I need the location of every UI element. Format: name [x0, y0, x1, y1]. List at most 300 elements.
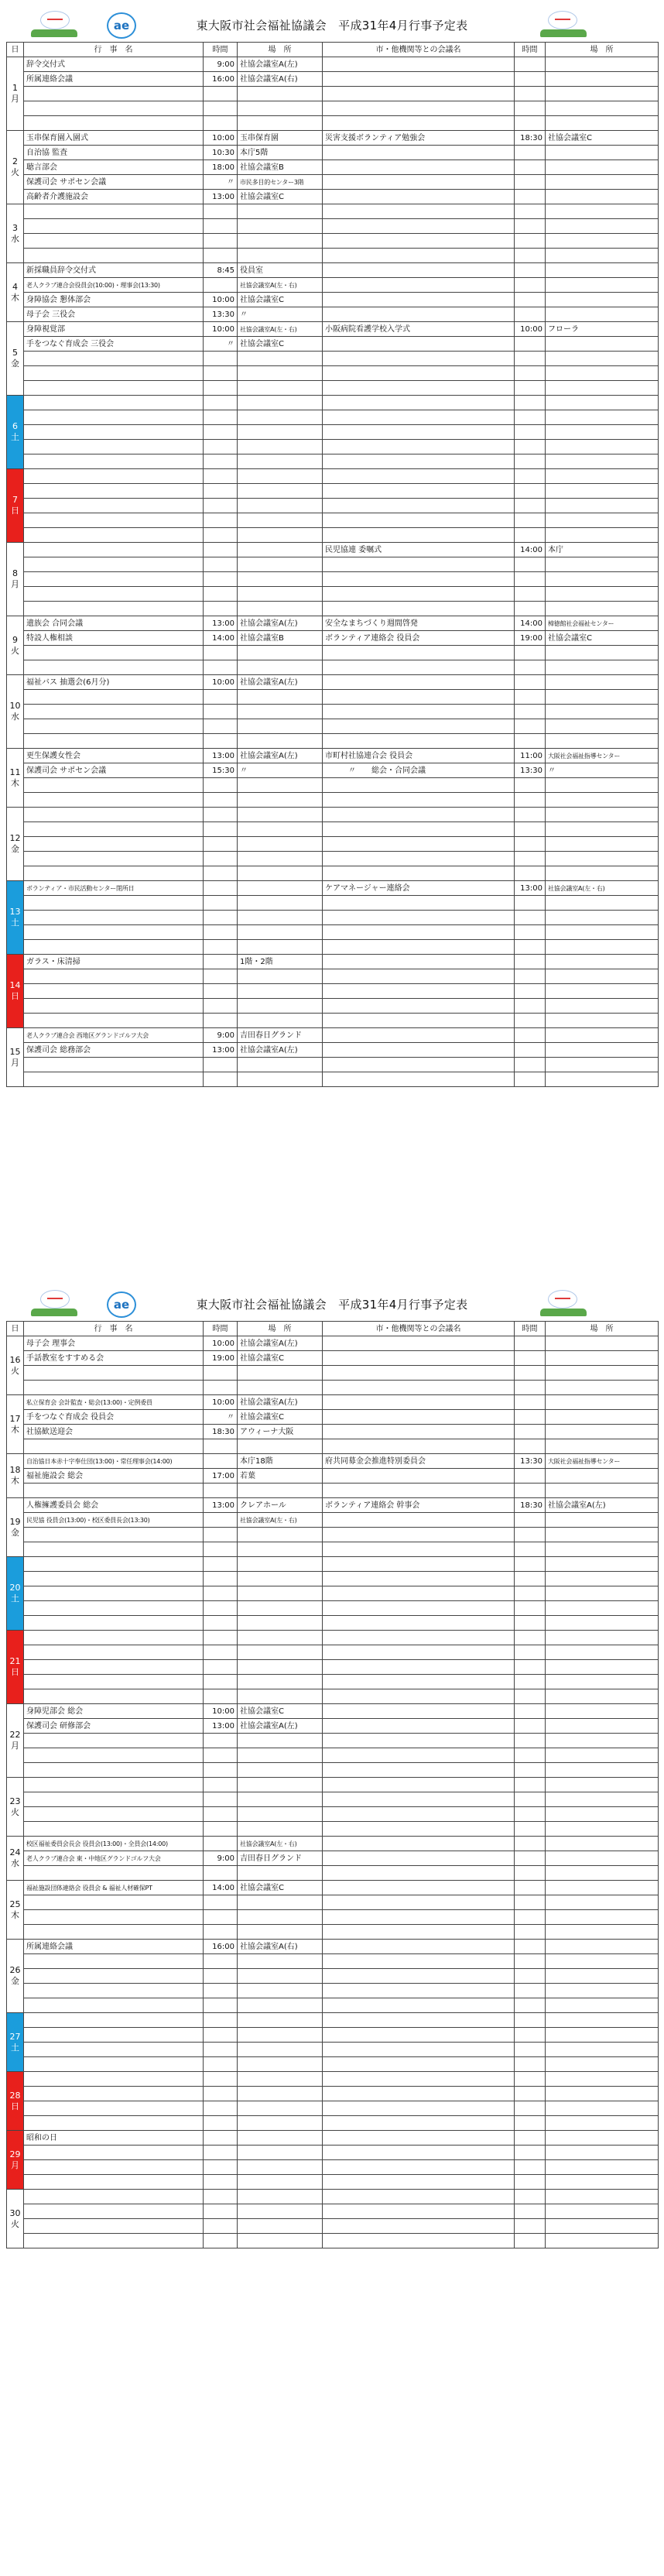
external-meeting-place	[546, 2072, 659, 2087]
event-place: 役員室	[238, 263, 323, 278]
external-meeting-place	[546, 160, 659, 175]
table-row	[7, 1954, 659, 1969]
event-name	[24, 2087, 204, 2101]
day-cell	[7, 1336, 24, 1395]
event-place	[238, 2057, 323, 2072]
external-meeting-name	[323, 293, 515, 307]
external-meeting-place	[546, 1351, 659, 1366]
external-meeting-place	[546, 1028, 659, 1043]
external-meeting-name	[323, 484, 515, 499]
day-cell	[7, 1498, 24, 1557]
external-meeting-place	[546, 1043, 659, 1058]
event-place	[238, 440, 323, 454]
event-name: 保護司会 総務部会	[24, 1043, 204, 1058]
external-meeting-place	[546, 778, 659, 793]
day-cell	[7, 955, 24, 1028]
external-meeting-name	[323, 675, 515, 690]
external-meeting-time	[515, 587, 546, 602]
event-name: 更生保護女性会	[24, 749, 204, 763]
event-time	[204, 1689, 238, 1704]
table-row	[7, 234, 659, 249]
event-name	[24, 1792, 204, 1807]
table-row	[7, 1484, 659, 1498]
table-row	[7, 381, 659, 396]
day-of-week: 火	[11, 645, 19, 656]
event-time	[204, 1381, 238, 1395]
external-meeting-time	[515, 1763, 546, 1778]
event-name	[24, 1660, 204, 1675]
external-meeting-time	[515, 2013, 546, 2028]
external-meeting-name	[323, 660, 515, 675]
day-of-week: 土	[11, 1593, 19, 1604]
external-meeting-place	[546, 2057, 659, 2072]
external-meeting-place	[546, 1763, 659, 1778]
event-name	[24, 999, 204, 1014]
external-meeting-time	[515, 528, 546, 543]
day-number: 20	[9, 1583, 21, 1593]
external-meeting-place	[546, 1645, 659, 1660]
external-meeting-time	[515, 1410, 546, 1425]
event-time	[204, 1366, 238, 1381]
event-place: 社協会議室A(左)	[238, 616, 323, 631]
event-name: 新採職員辞令交付式	[24, 263, 204, 278]
event-name: 校区福祉委員会長会 役員会(13:00)・全員会(14:00)	[24, 1837, 204, 1851]
table-row	[7, 1014, 659, 1028]
table-row	[7, 219, 659, 234]
event-name: 自治協日本赤十字奉仕団(13:00)・常任理事会(14:00)	[24, 1454, 204, 1469]
event-time	[204, 969, 238, 984]
table-row	[7, 2234, 659, 2248]
external-meeting-time	[515, 440, 546, 454]
external-meeting-time	[515, 263, 546, 278]
external-meeting-time	[515, 705, 546, 719]
day-of-week: 金	[11, 844, 19, 854]
event-time	[204, 1513, 238, 1528]
external-meeting-place	[546, 1410, 659, 1425]
table-row	[7, 1704, 659, 1719]
external-meeting-name	[323, 1675, 515, 1689]
external-meeting-place	[546, 2101, 659, 2116]
event-place	[238, 2028, 323, 2043]
event-place	[238, 352, 323, 366]
external-meeting-name	[323, 572, 515, 587]
event-place	[238, 2146, 323, 2160]
external-meeting-name	[323, 557, 515, 572]
external-meeting-place	[546, 293, 659, 307]
event-name	[24, 1822, 204, 1837]
event-time	[204, 1439, 238, 1454]
table-row	[7, 2146, 659, 2160]
table-row	[7, 984, 659, 999]
event-place	[238, 249, 323, 263]
event-place	[238, 1998, 323, 2013]
table-row	[7, 1631, 659, 1645]
external-meeting-name	[323, 1014, 515, 1028]
external-meeting-name	[323, 646, 515, 660]
header-row	[7, 1322, 659, 1336]
day-of-week: 日	[11, 506, 19, 516]
table-row	[7, 1542, 659, 1557]
table-row	[7, 1645, 659, 1660]
day-of-week: 水	[11, 712, 19, 722]
external-meeting-time	[515, 1058, 546, 1072]
external-meeting-place	[546, 1689, 659, 1704]
external-meeting-place	[546, 57, 659, 72]
event-name	[24, 381, 204, 396]
external-meeting-name	[323, 1925, 515, 1940]
event-name	[24, 2146, 204, 2160]
event-time	[204, 2101, 238, 2116]
external-meeting-name	[323, 1763, 515, 1778]
table-row	[7, 969, 659, 984]
day-cell	[7, 1704, 24, 1778]
event-time	[204, 1675, 238, 1689]
external-meeting-name	[323, 911, 515, 925]
event-time: 10:00	[204, 1704, 238, 1719]
table-row	[7, 1557, 659, 1572]
external-meeting-time	[515, 2131, 546, 2146]
event-time	[204, 381, 238, 396]
event-time	[204, 2234, 238, 2248]
event-name	[24, 587, 204, 602]
external-meeting-place	[546, 469, 659, 484]
external-meeting-place	[546, 1895, 659, 1910]
table-row	[7, 896, 659, 911]
event-time	[204, 1014, 238, 1028]
day-of-week: 火	[11, 1806, 19, 1817]
external-meeting-place	[546, 2160, 659, 2175]
external-meeting-place	[546, 263, 659, 278]
external-meeting-place	[546, 1469, 659, 1484]
event-time	[204, 955, 238, 969]
event-place	[238, 2204, 323, 2219]
day-cell	[7, 1028, 24, 1087]
table-row	[7, 763, 659, 778]
day-of-week: 火	[11, 2218, 19, 2229]
external-meeting-place	[546, 955, 659, 969]
event-name	[24, 425, 204, 440]
table-row	[7, 2204, 659, 2219]
external-meeting-place	[546, 1366, 659, 1381]
external-meeting-place	[546, 1542, 659, 1557]
event-name	[24, 1895, 204, 1910]
external-meeting-time	[515, 87, 546, 101]
external-meeting-name	[323, 1410, 515, 1425]
table-row	[7, 2175, 659, 2190]
table-row	[7, 1866, 659, 1881]
day-number: 29	[9, 2149, 21, 2159]
day-of-week: 土	[11, 918, 19, 928]
event-time	[204, 116, 238, 131]
external-meeting-place: 大阪社会福祉指導センター	[546, 749, 659, 763]
external-meeting-place	[546, 822, 659, 837]
event-name	[24, 1866, 204, 1881]
table-row	[7, 1792, 659, 1807]
external-meeting-name	[323, 396, 515, 410]
day-number: 4	[12, 281, 18, 292]
external-meeting-place	[546, 1601, 659, 1616]
table-row	[7, 1807, 659, 1822]
table-row	[7, 778, 659, 793]
day-number: 17	[9, 1413, 21, 1424]
column-header: 時間	[515, 1322, 546, 1336]
day-cell	[7, 749, 24, 808]
external-meeting-place	[546, 793, 659, 808]
external-meeting-time	[515, 602, 546, 616]
event-time: 18:00	[204, 160, 238, 175]
table-row	[7, 1410, 659, 1425]
table-row	[7, 1969, 659, 1984]
event-place	[238, 1675, 323, 1689]
day-number: 1	[12, 83, 18, 93]
event-time	[204, 278, 238, 293]
day-of-week: 水	[11, 233, 19, 244]
event-place	[238, 528, 323, 543]
external-meeting-place: フローラ	[546, 322, 659, 337]
event-time	[204, 1645, 238, 1660]
day-cell	[7, 881, 24, 955]
event-time	[204, 2013, 238, 2028]
external-meeting-time	[515, 234, 546, 249]
event-place: クレアホール	[238, 1498, 323, 1513]
table-row	[7, 1425, 659, 1439]
event-time: 10:00	[204, 131, 238, 146]
event-time: 13:30	[204, 307, 238, 322]
external-meeting-place	[546, 1586, 659, 1601]
event-place	[238, 87, 323, 101]
table-row	[7, 631, 659, 646]
external-meeting-time	[515, 1601, 546, 1616]
day-number: 10	[9, 701, 21, 711]
external-meeting-name	[323, 1058, 515, 1072]
external-meeting-name	[323, 866, 515, 881]
table-row	[7, 749, 659, 763]
event-time	[204, 984, 238, 999]
event-place: アウィーナ大阪	[238, 1425, 323, 1439]
event-name: 昭和の日	[24, 2131, 204, 2146]
table-row	[7, 675, 659, 690]
page-title: 東大阪市社会福祉協議会 平成31年4月行事予定表	[196, 1298, 468, 1312]
event-name	[24, 793, 204, 808]
event-name: 手をつなぐ育成会 役員会	[24, 1410, 204, 1425]
event-name	[24, 1998, 204, 2013]
external-meeting-place	[546, 1954, 659, 1969]
event-name: 保護司会 サポセン会議	[24, 763, 204, 778]
page-banner	[6, 1285, 658, 1321]
column-header: 時間	[204, 1322, 238, 1336]
event-time	[204, 1748, 238, 1763]
external-meeting-time	[515, 1028, 546, 1043]
external-meeting-name: 民児協連 委嘱式	[323, 543, 515, 557]
event-time	[204, 690, 238, 705]
event-time	[204, 822, 238, 837]
table-row	[7, 1072, 659, 1087]
event-name	[24, 366, 204, 381]
day-cell	[7, 1940, 24, 2013]
event-place	[238, 1910, 323, 1925]
event-time	[204, 705, 238, 719]
event-time	[204, 808, 238, 822]
external-meeting-place: 社協会議室A(左)	[546, 1498, 659, 1513]
event-time: 10:30	[204, 146, 238, 160]
event-time	[204, 2219, 238, 2234]
event-place	[238, 2101, 323, 2116]
external-meeting-name	[323, 2116, 515, 2131]
external-meeting-name	[323, 1969, 515, 1984]
external-meeting-time	[515, 1616, 546, 1631]
event-name	[24, 822, 204, 837]
day-of-week: 金	[11, 1527, 19, 1538]
event-name: 福祉バス 抽選会(6月分)	[24, 675, 204, 690]
table-row	[7, 1851, 659, 1866]
external-meeting-name	[323, 2072, 515, 2087]
event-time: 19:00	[204, 1351, 238, 1366]
event-place	[238, 2234, 323, 2248]
day-of-week: 木	[11, 292, 19, 303]
event-place	[238, 2219, 323, 2234]
event-time	[204, 1866, 238, 1881]
external-meeting-name	[323, 87, 515, 101]
day-of-week: 月	[11, 2159, 19, 2170]
external-meeting-name	[323, 2175, 515, 2190]
event-time	[204, 2116, 238, 2131]
event-name	[24, 896, 204, 911]
table-row	[7, 955, 659, 969]
column-header: 場 所	[546, 43, 659, 57]
event-place	[238, 734, 323, 749]
event-time	[204, 204, 238, 219]
table-row	[7, 646, 659, 660]
external-meeting-name	[323, 925, 515, 940]
column-header: 時間	[515, 43, 546, 57]
event-name	[24, 396, 204, 410]
external-meeting-name	[323, 1792, 515, 1807]
day-number: 7	[12, 495, 18, 505]
event-time	[204, 1822, 238, 1837]
external-meeting-time	[515, 190, 546, 204]
external-meeting-place	[546, 1792, 659, 1807]
table-row	[7, 1998, 659, 2013]
external-meeting-time	[515, 57, 546, 72]
table-row	[7, 719, 659, 734]
event-name	[24, 2043, 204, 2057]
event-place	[238, 793, 323, 808]
table-row	[7, 734, 659, 749]
event-name	[24, 2219, 204, 2234]
external-meeting-time	[515, 1792, 546, 1807]
external-meeting-place	[546, 1748, 659, 1763]
event-name	[24, 1557, 204, 1572]
external-meeting-place	[546, 2131, 659, 2146]
event-name	[24, 1734, 204, 1748]
external-meeting-name	[323, 2234, 515, 2248]
table-row	[7, 2219, 659, 2234]
external-meeting-time	[515, 1645, 546, 1660]
column-header: 日	[7, 1322, 24, 1336]
table-row	[7, 249, 659, 263]
table-row	[7, 1439, 659, 1454]
event-name: 民児協 役員会(13:00)・校区委員長会(13:30)	[24, 1513, 204, 1528]
external-meeting-place	[546, 969, 659, 984]
event-place: 吉田春日グランド	[238, 1028, 323, 1043]
external-meeting-time	[515, 1425, 546, 1439]
event-name: 所属連絡会議	[24, 72, 204, 87]
event-time: 16:00	[204, 72, 238, 87]
external-meeting-name	[323, 852, 515, 866]
external-meeting-place	[546, 116, 659, 131]
external-meeting-time	[515, 572, 546, 587]
external-meeting-time	[515, 675, 546, 690]
event-name	[24, 2204, 204, 2219]
column-header: 時間	[204, 43, 238, 57]
day-number: 23	[9, 1796, 21, 1806]
external-meeting-place: 〃	[546, 763, 659, 778]
day-number: 13	[9, 907, 21, 917]
external-meeting-time	[515, 1014, 546, 1028]
external-meeting-place	[546, 1381, 659, 1395]
external-meeting-time	[515, 1528, 546, 1542]
table-row	[7, 72, 659, 87]
external-meeting-time	[515, 1778, 546, 1792]
day-cell	[7, 675, 24, 749]
event-time	[204, 440, 238, 454]
event-time: 13:00	[204, 1719, 238, 1734]
event-time	[204, 1616, 238, 1631]
day-number: 24	[9, 1847, 21, 1857]
external-meeting-place	[546, 1675, 659, 1689]
day-of-week: 月	[11, 1741, 19, 1751]
event-place	[238, 2131, 323, 2146]
table-row	[7, 572, 659, 587]
event-time	[204, 793, 238, 808]
external-meeting-place	[546, 572, 659, 587]
external-meeting-place	[546, 2234, 659, 2248]
event-time	[204, 837, 238, 852]
table-row	[7, 425, 659, 440]
table-row	[7, 557, 659, 572]
external-meeting-place: 社協会議室A(左・右)	[546, 881, 659, 896]
event-place: 社協会議室C	[238, 1704, 323, 1719]
external-meeting-name	[323, 160, 515, 175]
external-meeting-name	[323, 1998, 515, 2013]
event-place: 社協会議室A(左)	[238, 749, 323, 763]
event-name	[24, 911, 204, 925]
table-row	[7, 131, 659, 146]
external-meeting-place	[546, 660, 659, 675]
event-name	[24, 1645, 204, 1660]
column-header: 市・他機関等との会議名	[323, 1322, 515, 1336]
day-cell	[7, 396, 24, 469]
external-meeting-name	[323, 2028, 515, 2043]
external-meeting-name	[323, 602, 515, 616]
external-meeting-time	[515, 2087, 546, 2101]
event-time	[204, 249, 238, 263]
event-name: 母子会 理事会	[24, 1336, 204, 1351]
external-meeting-place	[546, 278, 659, 293]
external-meeting-place	[546, 513, 659, 528]
day-of-week: 土	[11, 2042, 19, 2053]
table-row	[7, 1895, 659, 1910]
external-meeting-time	[515, 999, 546, 1014]
day-cell	[7, 57, 24, 131]
event-name	[24, 352, 204, 366]
table-row	[7, 116, 659, 131]
external-meeting-place	[546, 440, 659, 454]
event-place	[238, 1572, 323, 1586]
external-meeting-name	[323, 1395, 515, 1410]
external-meeting-name	[323, 1336, 515, 1351]
external-meeting-place	[546, 396, 659, 410]
